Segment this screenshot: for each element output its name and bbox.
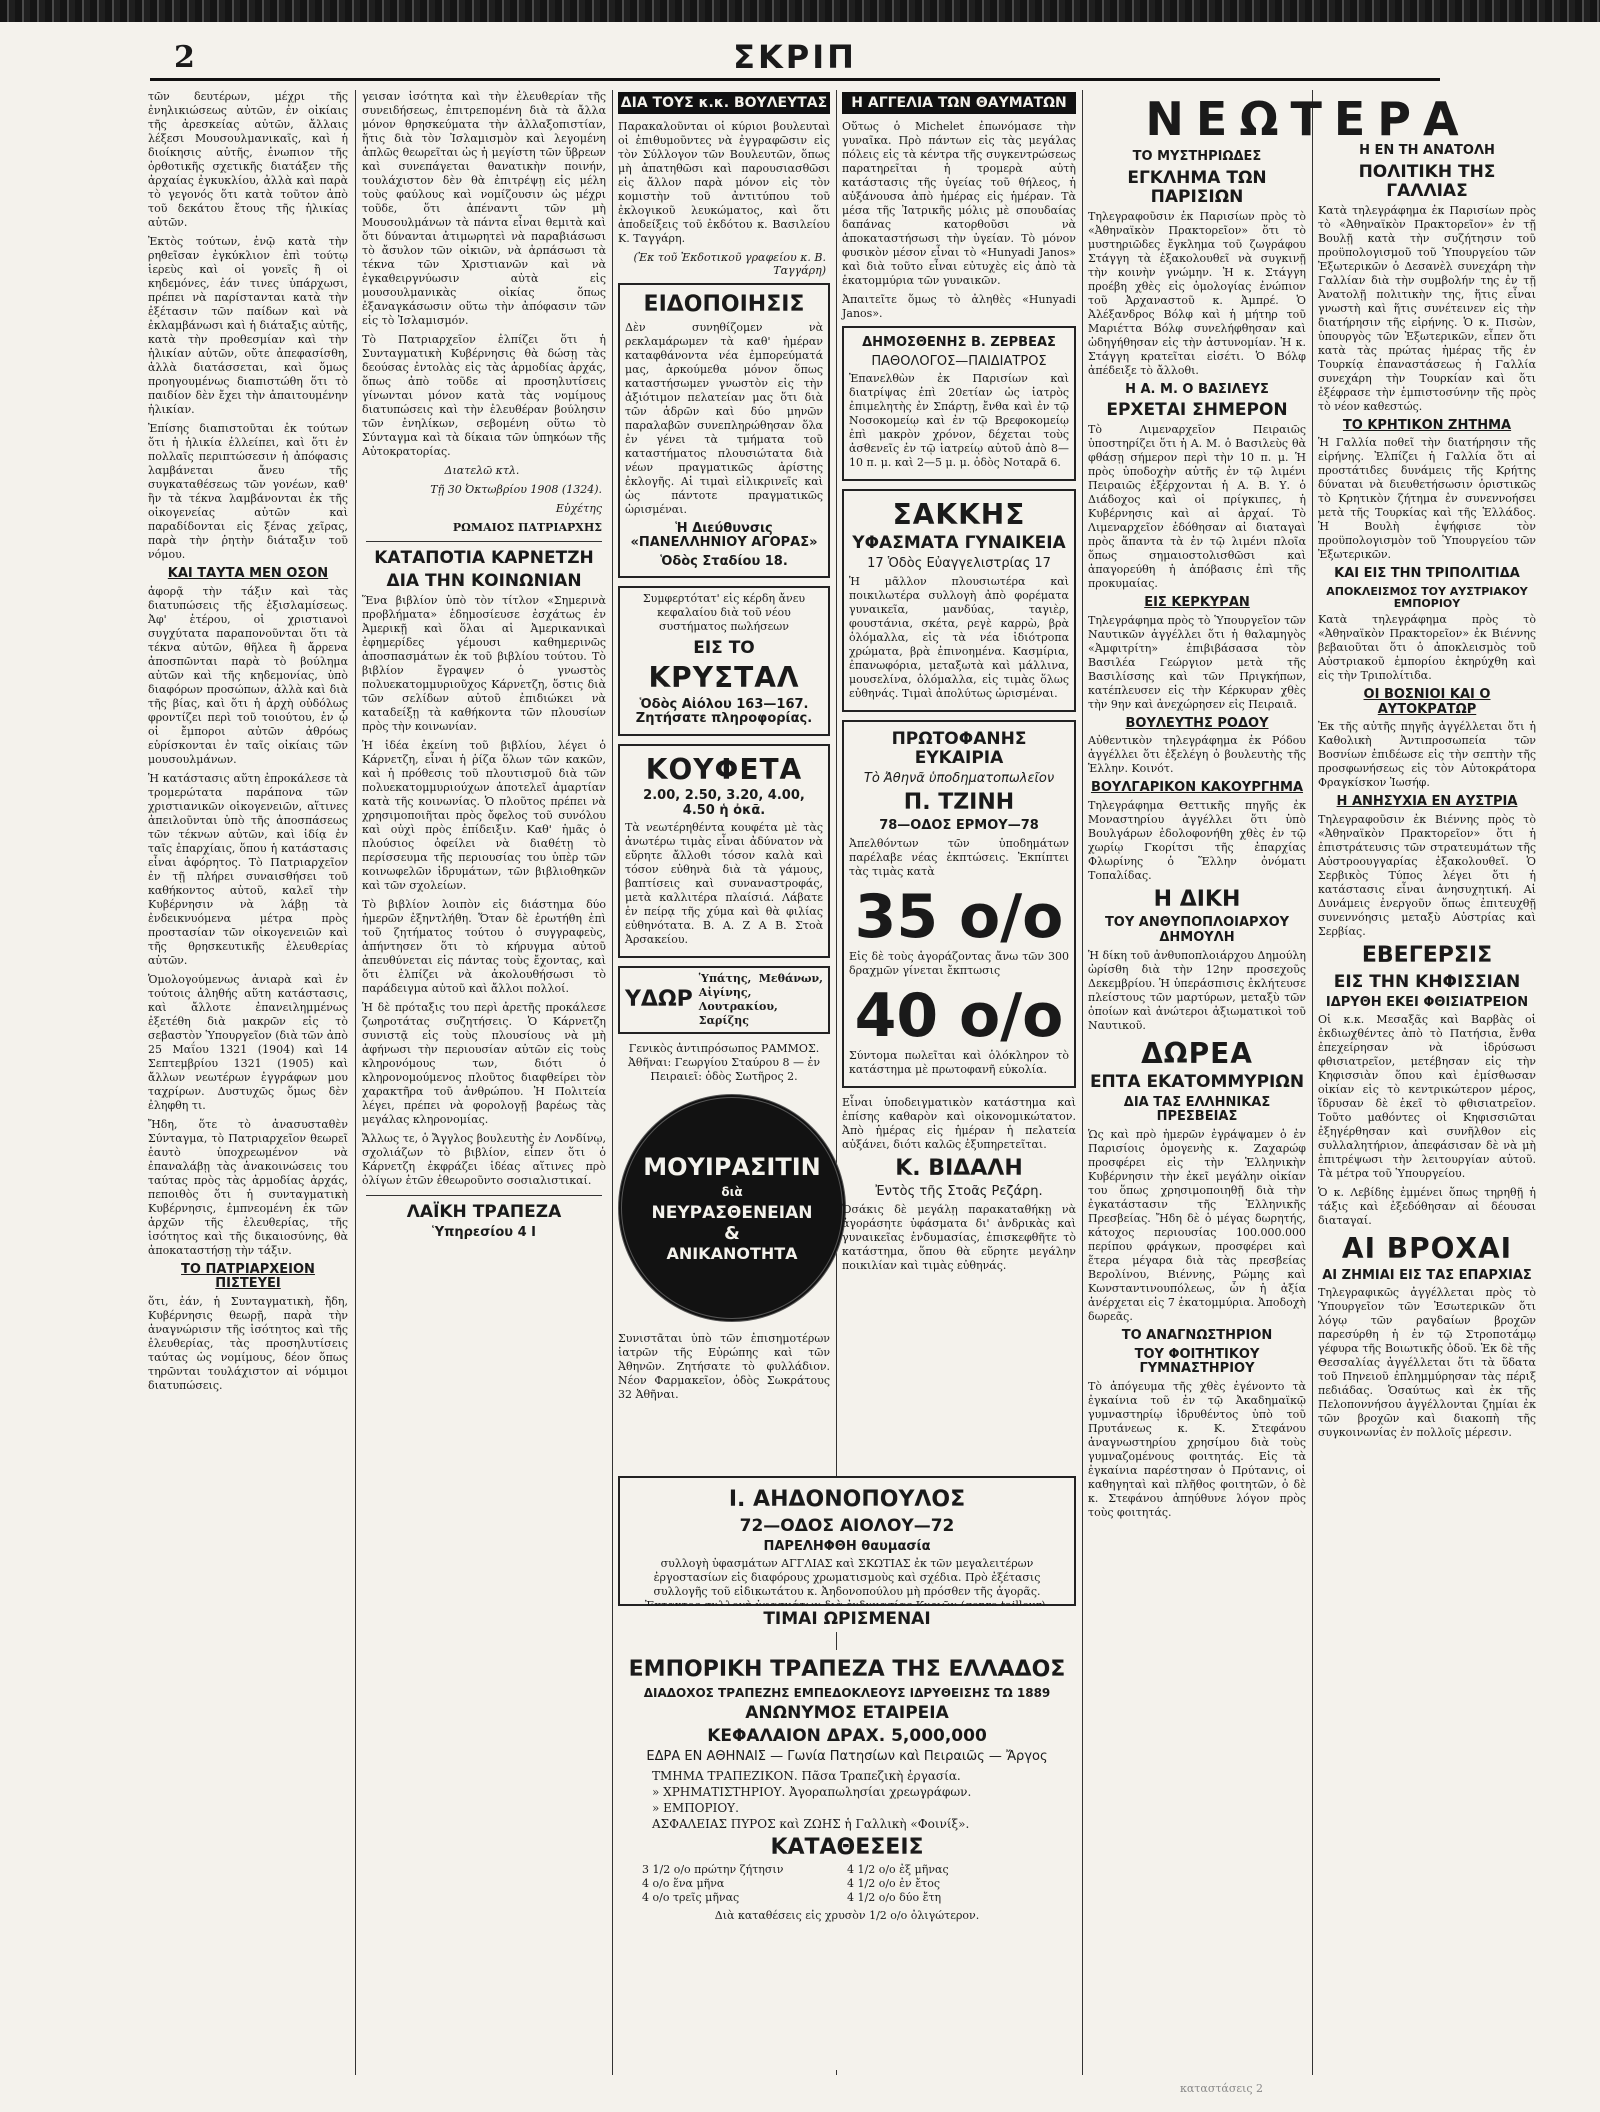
article-headline: ΚΑΤΑΠΟΤΙΑ ΚΑΡΝΕΤΖΗ: [374, 548, 594, 568]
ad-address: Ἐντὸς τῆς Στοᾶς Ρεζάρη.: [875, 1184, 1043, 1200]
article-headline: Η Α. Μ. Ο ΒΑΣΙΛΕΥΣ: [1125, 381, 1269, 397]
notice-text: Ἀπαιτεῖτε ὅμως τὸ ἀληθὲς «Hunyadi Janos».: [842, 293, 1076, 320]
bank-departments: [622, 1768, 1072, 1832]
ad-box: [618, 586, 830, 735]
section-heading: ΚΑΙ ΤΑΥΤΑ ΜΕΝ ΟΣΟΝ: [167, 566, 329, 581]
deposit-rates: [622, 1863, 1072, 1905]
article-text: Ὡς καὶ πρὸ ἡμερῶν ἐγράψαμεν ὁ ἐν Παρισίοις ὁμογενὴς κ. Ζαχαρώφ προσφέρει εἰς τὴν Ἑλληνικὴν Κυβέρνησιν τὴν ἐκεῖ μεγάλην οἰκίαν του ὅπως χρησιμοποιηθῇ διὰ τὴν ἐγκατάστασιν τῆς Ἑλληνικῆς Πρεσβείας. Ἤδη δὲ ὁ μέγας δωρητής, κάτοχος περιουσίας 100.000.000 περίπου φράγκων, προσφέρει καὶ ἕτερα μέγαρα διὰ τὰς πρεσβείας Βερολίνου, Βιέννης, Ρώμης καὶ Κωνσταντινουπόλεως, ὧν ἡ ἀξία ἀνέρχεται εἰς 7 ἑκατομμύρια. Ἀποδοχὴ δωρεᾶς.: [1088, 1128, 1306, 1324]
article-text: Κατὰ τηλεγράφημα ἐκ Παρισίων πρὸς τὸ «Ἀθηναϊκὸν Πρακτορεῖον» ἐν τῇ Βουλῇ κατὰ τὴν συζήτησιν τοῦ προϋπολογισμοῦ τοῦ Ὑπουργείου τῶν Ἐξωτερικῶν ὁ Δεσανὲλ συνεχάρη τὴν Γαλλίαν διὰ τὴν συμβολήν της ἐν τῇ Ἀνατολῇ πολιτικὴν της, ἥτις εἶναι γνωστὴ καὶ ἥτις συνέτεινεν εἰς τὴν διατήρησιν τῆς εἰρήνης. Ὁ κ. Πισὼν, ὑπουργὸς τῶν Ἐξωτερικῶν, εἶπεν ὅτι κατὰ τὰς πρώτας ἡμέρας τῆς ἐν Τουρκίᾳ ἐπαναστάσεως ἡ Γαλλία συνεχάρη τὴν Τουρκίαν καὶ ὅτι ἐξέφρασε τὴν ἐμπιστοσύνην τῆς πρὸς τὸ νέον καθεστώς.: [1318, 203, 1536, 413]
divider: [366, 1195, 602, 1196]
article-text: Ἡ δίκη τοῦ ἀνθυποπλοιάρχου Δημούλη ὡρίσθη διὰ τὴν 12ην προσεχοῦς Δεκεμβρίου. Ἡ ὑπεράσπισις ἐκλήτευσε πλείστους τῶν μαρτύρων, μεταξὺ τῶν ὁποίων καὶ ἀνώτεροι ἀξιωματικοὶ τοῦ Ναυτικοῦ.: [1088, 948, 1306, 1032]
notice-signature: (Ἐκ τοῦ Ἐκδοτικοῦ γραφείου κ. Β. Ταγγάρη): [633, 251, 826, 277]
article-text: ἀφορᾷ τὴν τάξιν καὶ τὰς διατυπώσεις τῆς ἐξισλαμίσεως. Ἀφ' ἑτέρου, οἱ χριστιανοὶ συγχύτατα παραπονοῦνται ὅτι τὰ τέκνα αὐτῶν, θῆλεα ἢ ἄρρενα ἀποσπῶνται παρὰ τὸ βούλημα αὐτῶν καὶ τῆς κηδεμονίας, ὑπὸ διαφόρων προσώπων, ἀλλὰ καὶ διὰ τῆς βίας, καὶ ὅτι ἡ ἀρχὴ οὐδόλως φροντίζει περὶ τοῦ τοιούτου, ἐν ᾧ οἱ ἔμποροι αὐτῶν ἀθρόως εὑρίσκονται ἐν ταῖς οἰκίαις τῶν μουσουλμάνων.: [148, 584, 348, 766]
bank-ad-subheading: Ὑπηρεσίου 4 Ι: [431, 1225, 536, 1241]
article-subheadline: ΔΙΑ ΤΗΝ ΚΟΙΝΩΝΙΑΝ: [386, 571, 582, 592]
ad-prices-note: ΤΙΜΑΙ ΩΡΙΣΜΕΝΑΙ: [763, 1609, 931, 1629]
ad-subheading: ΥΦΑΣΜΑΤΑ ΓΥΝΑΙΚΕΙΑ: [852, 533, 1066, 554]
article-headline: ΙΔΡΥΘΗ ΕΚΕΙ ΦΘΙΣΙΑΤΡΕΙΟΝ: [1325, 994, 1529, 1010]
ad-heading: ΠΡΩΤΟΦΑΝΗΣ ΕΥΚΑΙΡΙΑ: [891, 729, 1027, 769]
ad-text: Τὰ νεωτέρηθέντα κουφέτα μὲ τὰς ἀνωτέρω τιμὰς εἶναι ἀδύνατον νὰ εὕρητε ἄλλοθι τόσον καλὰ καὶ τόσον εὐθηνὰ διὰ τὰ γάμους, βαπτίσεις καὶ συναναστροφάς, μετὰ καλλιτέρα πλαίσιά. Λάβατε ἐν πείρᾳ τῆς χύμα καὶ θὰ φιλίας εὐθηνότατα. Β. Α. Ζ Α Β. Στοὰ Ἀρσακείου.: [625, 821, 823, 947]
bank-seat: ΕΔΡΑ ΕΝ ΑΘΗΝΑΙΣ — Γωνία Πατησίων καὶ Πειραιῶς — Ἄργος: [646, 1749, 1048, 1765]
article-text: Τηλεγράφημα πρὸς τὸ Ὑπουργεῖον τῶν Ναυτικῶν ἀγγέλλει ὅτι ἡ θαλαμηγὸς «Ἀμφιτρίτη» ἐπιβιβάσασα τὸν Βασιλέα Γεώργιον μετὰ τῆς Βασιλίσσης καὶ τῶν Πριγκήπων, κατέπλευσεν εἰς τὴν Κέρκυραν χθὲς τὴν 9ην καὶ ἀνεχώρησεν εἰς Πειραιᾶ.: [1088, 613, 1306, 711]
article-headline: ΑΠΟΚΛΕΙΣΜΟΣ ΤΟΥ ΑΥΣΤΡΙΑΚΟΥ ΕΜΠΟΡΙΟΥ: [1326, 584, 1528, 611]
article-text: Τὸ βιβλίον λοιπὸν εἰς διάστημα δύο ἡμερῶν ἐξηντλήθη. Ὅταν δὲ ἐρωτήθη ἐπὶ τοῦ ζητήματος τούτου ὁ συγγραφεὺς, ἀπήντησεν ὅτι τὸ κήρυγμα αὐτοῦ ἀπευθύνεται εἰς πάντας τοὺς ἔχοντας, καὶ ὅτι ἐλπίζει νὰ ἀκολουθήσωσι τὸ παράδειγμα αὐτοῦ καὶ ἄλλοι πολλοί.: [362, 898, 606, 996]
article-text: τῶν δευτέρων, μέχρι τῆς ἐνηλικιώσεως αὐτῶν, ἐν οἰκίαις τῆς ἀρεσκείας αὐτῶν, ἄλλαις λέξεσι Μουσουλμανικαῖς, καὶ ἡ διοίκησις αὐτῆς, ἐνωπιον τῆς ὀρθοτικῆς σχετικῆς διατάξεν τῆς ἀρχαίας ἐγκυκλίου, ἀλλὰ καὶ παρὰ τὸ γεγονός ὅτι κατὰ τοῦτον ἀπὸ τοῦ δεκάτου ἔτους τῆς ἡλικίας αὐτῶν.: [148, 90, 348, 229]
ad-text: Ἡ μᾶλλον πλουσιωτέρα καὶ ποικιλωτέρα συλλογὴ ἀπὸ φορέματα γυναικεῖα, μανδύας, ταγιὲρ, φουστάνια, σκέτα, ρεγὲ καρρὼ, βρὰ ὁλόμαλλα, εἰς τὰ νέα ἰδιότροπα χρώματα, βρὰ ἐπινοημένα. Κασμίρια, ἐπανωφόρια, μεταξωτὰ καὶ μάλλινα, μουσελίνα, ὁλόμαλλα, εἰς τιμὰς ὅλως εὐθηνάς. Τιμαὶ ἀπολύτως ὡρισμέναι.: [849, 575, 1069, 701]
firm-name: Ἡ Διεύθυνσις «ΠΑΝΕΛΛΗΝΙΟΥ ΑΓΟΡΑΣ»: [630, 520, 818, 551]
ad-eyebrow: ΕΙΣ ΤΟ: [693, 638, 755, 659]
ad-text: Συνιστᾶται ὑπὸ τῶν ἐπισημοτέρων ἰατρῶν τῆς Εὐρώπης καὶ τῶν Ἀθηνῶν. Ζητήσατε τὸ φυλλάδιον. Νέον Φαρμακεῖον, ὁδὸς Σωκράτους 32 Ἀθῆναι.: [618, 1332, 830, 1402]
deposit-rate: 4 ο/ο ἕνα μῆνα: [642, 1877, 725, 1891]
article-text: Ἐπίσης διαπιστοῦται ἐκ τούτων ὅτι ἡ ἡλικία ἐλλείπει, καὶ ὅτι ἐν πολλαῖς περιπτώσεσιν ἡ ἀπόφασις λαμβάνεται ἄνευ τῆς συγκαταθέσεως τῶν γονέων, καθ' ἣν τὰ τέκνα λαμβάνονται ἐκ τῆς οἰκογενείας αὐτῶν καὶ παραδίδονται εἰς ξένας χεῖρας, παρὰ τὴν ῥητὴν διάταξιν τοῦ νόμου.: [148, 422, 348, 561]
column-6: [1318, 140, 1536, 2075]
letter-date: Τῇ 30 Ὀκτωβρίου 1908 (1324).: [430, 483, 602, 496]
article-headline: ΤΟΥ ΑΝΘΥΠΟΠΛΟΙΑΡΧΟΥ ΔΗΜΟΥΛΗ: [1104, 915, 1290, 945]
ad-prices: 2.00, 2.50, 3.20, 4.00, 4.50 ἡ ὀκᾶ.: [643, 788, 805, 818]
bank-predecessor: ΔΙΑΔΟΧΟΣ ΤΡΑΠΕΖΗΣ ΕΜΠΕΔΟΚΛΕΟΥΣ ΙΔΡΥΘΕΙΣΗΣ ΤΩ 1889: [643, 1685, 1051, 1700]
letter-closing: Διατελῶ κτλ.: [444, 464, 520, 477]
bank-type: ΑΝΩΝΥΜΟΣ ΕΤΑΙΡΕΙΑ: [745, 1703, 949, 1724]
ad-shop: Τὸ Ἀθηνᾶ ὑποδηματοπωλεῖον: [863, 771, 1055, 787]
deposits-heading: ΚΑΤΑΘΕΣΕΙΣ: [770, 1834, 924, 1860]
notice-heading: ΔΙΑ ΤΟΥΣ κ.κ. ΒΟΥΛΕΥΤΑΣ: [618, 92, 830, 114]
ad-address: Ὁδὸς Αἰόλου 163—167. Ζητήσατε πληροφορίας.: [635, 696, 813, 727]
article-text: Ἐκτὸς τούτων, ἐνῷ κατὰ τὴν ρηθεῖσαν ἐγκύκλιον ἐπὶ τούτῳ ἱερεὺς καὶ οἱ γονεῖς ἢ οἱ κηδεμόνες, ἐάν τινες ὑπάρχωσι, πρέπει νὰ παρίστανται κατὰ τὴν ἐξέτασιν τῶν παίδων καὶ νὰ ἐκλαμβάνωσι καὶ ἡ διάταξις αὐτῆς, κατὰ τὴν προθεσμίαν καὶ τὴν ἡλικίαν αὐτῶν, οὔτε ἀπεφασίσθη, ἀλλὰ διατάσσεται, καὶ ὅμως προηγουμένως διαπιστώθη ὅτι τὸ παιδίον δὲν ἔχει τὴν ἀπαιτουμένην ἡλικίαν.: [148, 235, 348, 416]
discount-percentage: 35 ο/ο: [854, 881, 1064, 952]
deposit-rate: 4 1/2 ο/ο ἐξ μῆνας: [847, 1863, 949, 1877]
section-title: ΝΕΩΤΕΡΑ: [1145, 92, 1471, 146]
doctor-name: ΔΗΜΟΣΘΕΝΗΣ Β. ΖΕΡΒΕΑΣ: [862, 335, 1056, 350]
article-headline: ΕΙΣ ΚΕΡΚΥΡΑΝ: [1144, 595, 1250, 611]
ad-heading: ΠΑΡΕΛΗΦΘΗ θαυμασία: [763, 1538, 931, 1554]
article-headline: ΕΓΚΛΗΜΑ ΤΩΝ ΠΑΡΙΣΙΩΝ: [1127, 167, 1267, 207]
article-text: Τὸ ἀπόγευμα τῆς χθὲς ἐγένοντο τὰ ἐγκαίνια τοῦ ἐν τῷ Ἀκαδημαϊκῷ γυμναστηρίῳ ἱδρυθέντος ὑπὸ τοῦ Πρυτάνεως κ. Κ. Στεφάνου ἀναγνωστηρίου χρησίμου διὰ τοὺς γυμναζομένους φοιτητάς. Εἰς τὰ ἐγκαίνια παρέστησαν ὁ Πρύτανις, οἱ καθηγηταὶ καὶ πλῆθος φοιτητῶν, ὁ δὲ κ. Στεφάνου ἀπηύθυνε λόγον πρὸς τοὺς φοιτητάς.: [1088, 1379, 1306, 1519]
ad-box-aidonopoulos: [618, 1476, 1076, 1606]
article-headline: ΚΑΙ ΕΙΣ ΤΗΝ ΤΡΙΠΟΛΙΤΙΔΑ: [1334, 566, 1520, 582]
article-headline: ΒΟΥΛΓΑΡΙΚΟΝ ΚΑΚΟΥΡΓΗΜΑ: [1090, 780, 1304, 796]
column-rule: [1082, 90, 1083, 2075]
bank-ad-heading: ΛΑΪΚΗ ΤΡΑΠΕΖΑ: [406, 1202, 562, 1223]
ad-box: [618, 744, 830, 958]
medallion-line: ΑΝΙΚΑΝΟΤΗΤΑ: [666, 1244, 798, 1264]
bank-department: » ΧΡΗΜΑΤΙΣΤΗΡΙΟΥ. Ἀγοραπωλησίαι χρεωγράφων.: [652, 1784, 972, 1799]
article-text: ὅτι, ἐάν, ἡ Συνταγματικὴ, ἤδη, Κυβέρνησις θεωρῇ, παρὰ τὴν ἀναγνώρισιν τῆς ἰσότητος καὶ τῆς ἐλευθερίας, τὰς προσηλυτίσεις ταύτας ὡς νομίμους, δέον ὅπως τηρῶνται τουλάχιστον αἱ νόμιμοι διατυπώσεις.: [148, 1294, 348, 1392]
article-headline: Η ΕΝ ΤΗ ΑΝΑΤΟΛΗ: [1359, 143, 1495, 158]
medicine-medallion: [618, 1094, 846, 1322]
article-text: Οἱ κ.κ. Μεσαξᾶς καὶ Βαρβὰς οἱ ἐκδιωχθέντες ἀπὸ τὸ Πατήσια, ἔνθα ἐπεχείρησαν νὰ ἱδρύσωσι φθισιατρεῖον, μετέβησαν εἰς τὴν Κηφισσιὰν ὅπου καὶ ἐμίσθωσαν οἰκίαν εἰς τὸ κεντρικώτερον μέρος, ἵδρυσαν δὲ ἐκεῖ τὸ φθισιατρεῖον. Τοῦτο μαθόντες οἱ Κηφισσιῶται ἐξηγέρθησαν καὶ συνῆλθον εἰς συλλαλητήριον, ἀπεφάσισαν δὲ νὰ μὴ ἐπιτρέψωσι τὴν λειτουργίαν αὐτοῦ. Τὰ μέτρα τοῦ Ὑπουργείου.: [1318, 1013, 1536, 1181]
article-text: Ἄλλως τε, ὁ Ἄγγλος βουλευτὴς ἐν Λονδίνῳ, σχολιάζων τὸ βιβλίον, εἶπεν ὅτι ὁ Κάρνετζη ἐκφράζει ἰδέας αἵτινες πρὸ ὀλίγων ἐτῶν ἐθεωροῦντο σοσιαλιστικαί.: [362, 1132, 606, 1188]
bank-capital: ΚΕΦΑΛΑΙΟΝ ΔΡΑΧ. 5,000,000: [707, 1726, 987, 1747]
article-text: Ἡ Γαλλία ποθεῖ τὴν διατήρησιν τῆς εἰρήνης. Ἐλπίζει ἡ Γαλλία ὅτι αἱ προστάτιδες δυνάμεις τῆς Κρήτης δύναται νὰ διευθετήσωσιν ὁριστικῶς τὸ Κρητικὸν ζήτημα ἐν συνεννοήσει μετὰ τῆς Τουρκίας καὶ τῆς Ἑλλάδος. Ἡ Βουλὴ ἐψήφισε τὸν προϋπολογισμὸν τοῦ Ὑπουργείου τῶν Ἐξωτερικῶν.: [1318, 436, 1536, 562]
ad-store-name: ΣΑΚΚΗΣ: [892, 498, 1026, 532]
bank-department: » ΕΜΠΟΡΙΟΥ.: [652, 1800, 739, 1815]
article-text: Ὁμολογούμενως ἀνιαρὰ καὶ ἐν τούτοις ἀληθής αὕτη κατάστασις, καὶ ἄλλοτε ἐπανειλημμένως ἐξετέθη διὰ μακρῶν εἰς τὸ σεβαστὸν Ὑπουργεῖον (διὰ τῶν ἀπὸ 25 Μαΐου 1321 (1904) καὶ 14 Σεπτεμβρίου 1321 (1905) καὶ ἄλλων νεωτέρων ἐγγράφων μου ταχρίρων. Δυστυχῶς ὅμως δὲν ἐληφθη τι.: [148, 972, 348, 1112]
ad-text: Εἶναι ὑποδειγματικὸν κατάστημα καὶ ἐπίσης καθαρὸν καὶ οἰκονομικώτατον. Ἀπὸ ἡμέρας εἰς ἡμέραν ἡ πελατεία αὐξάνει, διότι καλῶς ἐξυπηρετεῖται.: [842, 1095, 1076, 1151]
article-text: Τὸ Λιμεναρχεῖον Πειραιῶς ὑποστηρίζει ὅτι ἡ Α. Μ. ὁ Βασιλεὺς θὰ φθάσῃ σήμερον περὶ τὴν 10 π. μ. Ἡ πρὸς ὑποδοχὴν αὐτῆς ἐν τῷ λιμένι Πειραιῶς ἐξέρχονται ἡ Α. Β. Υ. ὁ Διάδοχος καὶ οἱ πρίγκιπες, ἡ Κυβέρνησις καὶ αἱ ἀρχαί. Τὸ Λιμεναρχεῖον ἐδόθησαν αἱ διαταγαὶ πρὸς ἅπαντα τὰ ἐν τῷ λιμένι πλοῖα ὅπως σημαιοστολισθῶσι καὶ ἀπαγορεύθη ἡ ἀπόβασις ἐπὶ τῆς προκυμαίας.: [1088, 423, 1306, 591]
notice-text: Παρακαλοῦνται οἱ κύριοι βουλευταὶ οἱ ἐπιθυμοῦντες νὰ ἐγγραφῶσιν εἰς τὸν Σύλλογον τῶν Βουλευτῶν, ὅπως μὴ ἀπατηθῶσι καὶ παρουσιασθῶσι εἰς ἄλλον παρὰ μόνον εἰς τὸν κομιστὴν τοῦ ἀντιτύπου τοῦ ἐκλογικοῦ λευκώματος, καὶ ὅτι ἀποδείξεις τοῦ ἐκδότου κ. Βασιλείου Κ. Ταγγάρη.: [618, 120, 830, 245]
column-2: [362, 90, 606, 2075]
ad-store-name: ΚΡΥΣΤΑΛ: [648, 661, 800, 695]
masthead: ΣΚΡΙΠ: [733, 38, 857, 76]
article-headline: Η ΔΙΚΗ: [1153, 886, 1241, 912]
ad-text: Εἰς δὲ τοὺς ἀγοράζοντας ἄνω τῶν 300 δραχμῶν γίνεται ἔκπτωσις: [849, 949, 1069, 977]
article-text: Τηλεγράφημα Θεττικῆς πηγῆς ἐκ Μοναστηρίου ἀγγέλλει ὅτι ὑπὸ Βουλγάρων ἐδολοφονήθη χθὲς ἐν τῷ χωρίῳ Γκορίτσι τῆς ἐπαρχίας Φλωρίνης ὁ Ἕλλην ὀνόματι Τοπαλίδας.: [1088, 798, 1306, 882]
deposit-rate: 3 1/2 ο/ο πρώτην ζήτησιν: [642, 1863, 784, 1877]
ad-box: [842, 489, 1076, 712]
article-headline: ΔΩΡΕΑ: [1141, 1036, 1253, 1070]
article-headline: ΕΒΕΓΕΡΣΙΣ: [1361, 942, 1493, 968]
article-headline: ΑΙ ΒΡΟΧΑΙ: [1341, 1232, 1513, 1266]
article-text: Κατὰ τηλεγράφημα πρὸς τὸ «Ἀθηναϊκὸν Πρακτορεῖον» ἐκ Βιέννης βεβαιοῦται ὅτι ὁ ἀποκλεισμὸς τοῦ Αὐστριακοῦ ἐμπορίου ἐκηρύχθη καὶ εἰς τὴν Τριπολίτιδα.: [1318, 613, 1536, 683]
ad-text: Σύντομα πωλεῖται καὶ ὁλόκληρον τὸ κατάστημα μὲ πρωτοφανῆ εὐκολία.: [849, 1048, 1069, 1076]
article-headline: ΕΠΤΑ ΕΚΑΤΟΜΜΥΡΙΩΝ: [1089, 1071, 1305, 1092]
ad-box-bank: [618, 1650, 1076, 2070]
article-text: Τηλεγραφοῦσιν ἐκ Βιέννης πρὸς τὸ «Ἀθηναϊκὸν Πρακτορεῖον» ὅτι ἡ ἐπιστράτευσις τῶν στρατευμάτων τῆς Αὐστροουγγαρίας ἐξακολουθεῖ. Ὁ Σερβικὸς Τύπος λέγει ὅτι ἡ κατάστασις εἶναι ἀνησυχητική. Αἱ Δυνάμεις ἐνεργοῦν ὅπως ἐπιτευχθῇ συνεννόησις μεταξὺ Αὐστρίας καὶ Σερβίας.: [1318, 812, 1536, 938]
article-headline: ΕΙΣ ΤΗΝ ΚΗΦΙΣΣΙΑΝ: [1333, 971, 1521, 992]
medallion-line: διὰ: [721, 1185, 743, 1200]
medallion-line: ΝΕΥΡΑΣΘΕΝΕΙΑΝ: [651, 1203, 813, 1224]
article-text: Τηλεγραφικῶς ἀγγέλλεται πρὸς τὸ Ὑπουργεῖον τῶν Ἐσωτερικῶν ὅτι λόγῳ τῶν ραγδαίων βροχῶν παρεσύρθη ἡ ἐν τῷ Στροποτάμῳ γέφυρα τῆς Βοιωτικῆς ὁδοῦ. Ἐκ δὲ τῆς Θεσσαλίας ἀγγέλλεται ὅτι τὰ ὕδατα τοῦ Πηνειοῦ ἐπλημμύρησαν τὰς πέριξ πεδιάδας. Ὁσαύτως καὶ ἐκ τῆς Πελοποννήσου ἀγγέλλονται ζημίαι ἐκ τῶν βροχῶν καὶ διακοπὴ τῆς συγκοινωνίας ἐν πολλοῖς μέρεσιν.: [1318, 1286, 1536, 1440]
notice-heading: Η ΑΓΓΕΛΙΑ ΤΩΝ ΘΑΥΜΑΤΩΝ: [842, 92, 1076, 114]
ad-store-name: Κ. ΒΙΔΑΛΗ: [895, 1155, 1023, 1181]
ad-box: [842, 326, 1076, 481]
article-text: Ἐκ τῆς αὐτῆς πηγῆς ἀγγέλλεται ὅτι ἡ Καθολικὴ Ἀντιπροσωπεία τῶν Βοσνίων ἐπιδέωσε εἰς τὴν σεπτὴν τῆς προσφωνήσεως εἰς τὸν Αὐτοκράτορα Φραγκίσκον Ἰωσήφ.: [1318, 720, 1536, 790]
column-rule: [355, 90, 356, 2075]
article-headline: ΔΙΑ ΤΑΣ ΕΛΛΗΝΙΚΑΣ ΠΡΕΣΒΕΙΑΣ: [1123, 1094, 1271, 1125]
section-heading: ΤΟ ΠΑΤΡΙΑΡΧΕΙΟΝ ΠΙΣΤΕΥΕΙ: [181, 1261, 315, 1292]
ad-list: Ὑπάτης, Μεθάνων, Αἰγίνης, Λουτρακίου, Σαρίζης: [698, 972, 823, 1028]
article-headline: ΤΟΥ ΦΟΙΤΗΤΙΚΟΥ ΓΥΜΝΑΣΤΗΡΙΟΥ: [1134, 1346, 1260, 1377]
notice-text: Δὲν συνηθίζομεν νὰ ρεκλαμάρωμεν τὰ καθ' ἡμέραν καταφθάνοντα νέα ἐμπορεύματά μας, ἀρκούμεθα μόνον ὅπως καταστήσωμεν γνωστὸν εἰς τὴν ἀξιότιμον πελατείαν μας ὅτι διὰ τῶν ἁδρῶν καὶ δύο μηνῶν παραλαβῶν συνεπληρώθησαν ὅλα ἐν γένει τὰ τμήματα τοῦ καταστήματος πλουσιώτατα διὰ νέων πραγματικῶς ἀρίστης ἐκλογῆς. Αἱ τιμαὶ εἰλικρινεῖς καὶ ὡς πάντοτε πραγματικῶς ὡρισμέναι.: [625, 320, 823, 516]
page-number: 2: [174, 40, 195, 75]
article-headline: ΒΟΥΛΕΥΤΗΣ ΡΟΔΟΥ: [1125, 715, 1269, 731]
deposit-rate: 4 1/2 ο/ο δύο ἔτη: [847, 1891, 942, 1905]
article-text: Ἡ ἰδέα ἐκείνη τοῦ βιβλίου, λέγει ὁ Κάρνετζη, εἶναι ἡ ῥίζα ὅλων τῶν κακῶν, καὶ ἡ πρόθεσις τοῦ πλουτισμοῦ διὰ τῶν πολυεκατομμυριούχων ἀποτελεῖ ἁμαρτίαν κατὰ τῆς κοινωνίας. Ὁ πλοῦτος πρέπει νὰ χρησιμοποιῆται πρὸς ὄφελος τοῦ συνόλου καὶ οὐχὶ πρὸς ἐπίδειξιν. Καθ' ἡμᾶς ὁ πλούσιος ὀφείλει νὰ διαθέτῃ τὸ περίσσευμα τῆς περιουσίας του ὑπὲρ τῶν κοινωφελῶν ἱδρυμάτων, τῶν βιβλιοθηκῶν καὶ τῶν σχολείων.: [362, 739, 606, 893]
page-header: [150, 38, 1440, 81]
ad-store-name: Π. ΤΖΙΝΗ: [903, 789, 1015, 815]
article-text: Αὐθεντικὸν τηλεγράφημα ἐκ Ρόδου ἀγγέλλει ὅτι ἐξελέγη ὁ βουλευτὴς τῆς Ἑλλην. Κοινότ.: [1088, 734, 1306, 776]
article-headline: ΑΙ ΖΗΜΙΑΙ ΕΙΣ ΤΑΣ ΕΠΑΡΧΙΑΣ: [1322, 1267, 1532, 1283]
bank-name: ΕΜΠΟΡΙΚΗ ΤΡΑΠΕΖΑ ΤΗΣ ΕΛΛΑΔΟΣ: [628, 1657, 1066, 1682]
ad-text: συλλογὴ ὑφασμάτων ΑΓΓΛΙΑΣ καὶ ΣΚΩΤΙΑΣ ἐκ τῶν μεγαλειτέρων ἐργοστασίων εἰς διαφόρους χρωματισμοὺς καὶ σχέδια. Πρὸ ἐξέτασις συλλογῆς τοῦ εἰδικωτάτου κ. Ἀηδονοπούλου μὴ πρόσθεν τῆς ἀγορᾶς.: [653, 1557, 1041, 1599]
bank-department: ΑΣΦΑΛΕΙΑΣ ΠΥΡΟΣ καὶ ΖΩΗΣ ἡ Γαλλικὴ «Φοινίξ».: [652, 1816, 970, 1831]
column-rule: [612, 90, 613, 2075]
letter-signoff: Εὐχέτης: [555, 502, 602, 515]
article-headline: ΕΡΧΕΤΑΙ ΣΗΜΕΡΟΝ: [1106, 400, 1288, 421]
ad-address: 78—ΟΔΟΣ ΕΡΜΟΥ—78: [879, 818, 1039, 834]
column-rule: [1312, 90, 1313, 2075]
ad-address: 17 Ὁδὸς Εὐαγγελιστρίας 17: [867, 556, 1051, 572]
ad-text: Ἐπανελθὼν ἐκ Παρισίων καὶ διατρίψας ἐπὶ 20ετίαν ὡς ἰατρὸς ἐπιμελητὴς ἐν Σπάρτῃ, ἔνθα καὶ ἐν τῷ Νοσοκομείῳ καὶ ἐν τῷ Βρεφοκομείῳ ἐπὶ μακρὸν χρόνον, δέχεται τοὺς ἀσθενεῖς ἐν τῷ ἰατρείῳ αὐτοῦ ἀπὸ 8—10 π. μ. καὶ 2—5 μ. μ. ὁδὸς Νοταρᾶ 6.: [849, 372, 1069, 470]
article-text: Ἡ δὲ πρόταξις του περὶ ἀρετῆς προκάλεσε ζωηροτάτας συζητήσεις. Ὁ Κάρνετζη συνιστᾷ εἰς τοὺς πλουσίους νὰ μὴ ἀφήνωσι τὴν περιουσίαν αὐτῶν εἰς τοὺς κληρονόμους των, διότι ὁ κληρονομούμενος πλοῦτος διαφθείρει τὸν χαρακτῆρα τοῦ ἀνθρώπου. Ἡ Πολιτεία λέγει, πρέπει νὰ φορολογῇ βαρέως τὰς μεγάλας κληρονομίας.: [362, 1001, 606, 1127]
notice-text: Οὕτως ὁ Michelet ἐπωνόμασε τὴν γυναῖκα. Πρὸ πάντων εἰς τὰς μεγάλας πόλεις εἰς τὰ κέντρα τῆς συγκεντρώσεως παρατηρεῖται ἡ τρομερὰ αὐτὴ κατάστασις τῆς ὑγείας τοῦ θήλεος, ἡ αὐξάνουσα ἀπὸ ἡμέρας εἰς ἡμέραν. Τὰ μέσα τῆς Ἰατρικῆς μόλις μὲ σπουδαίας δαπάνας κατορθοῦσι νὰ ἀποκαταστήσωσι τὴν ὑγείαν. Τὸ μόνον φυσικὸν μέσον εἶναι τὸ «Hunyadi Janos» καὶ διὰ τοῦτο εἶναι εὐτυχὲς εἰς ἀπὸ τὰ ἑκατομμύρια τῶν γυναικῶν.: [842, 120, 1076, 287]
scan-edge-band: [0, 0, 1600, 22]
discount-percentage: 40 ο/ο: [854, 980, 1064, 1051]
notice-heading: ΕΙΔΟΠΟΙΗΣΙΣ: [643, 292, 805, 317]
letter-signature: ΡΩΜΑΙΟΣ ΠΑΤΡΙΑΡΧΗΣ: [452, 521, 602, 534]
deposit-rate: 4 ο/ο τρεῖς μῆνας: [642, 1891, 740, 1905]
article-text: Ἤδη, ὅτε τὸ ἀνασυσταθὲν Σύνταγμα, τὸ Πατριαρχεῖον θεωρεῖ ἑαυτὸ ὑποχρεωμένον νὰ ἐπαναλάβῃ τὰς ἀνακοινώσεις του ταύτας πρὸς τὰς ἀρμοδίας ἀρχάς, πεποιθὸς ὅτι ἡ συνταγματικὴ Κυβέρνησις, ἐμπνεομένη ἐκ τῶν ἀρχῶν τῆς ἐλευθερίας, τῆς ἰσότητος καὶ τῆς δικαιοσύνης, θὰ ἀποκαταστήσῃ τὴν τάξιν.: [148, 1117, 348, 1257]
ad-box: [842, 720, 1076, 1088]
notice-box: [618, 283, 830, 578]
article-text: Τὸ Πατριαρχεῖον ἐλπίζει ὅτι ἡ Συνταγματικὴ Κυβέρνησις θὰ δώσῃ τὰς δεούσας ἐντολὰς εἰς τὰς ἀρμοδίας ἀρχάς, ὅπως ἀπὸ τοῦδε αἱ προσηλυτίσεις γίνωνται μόνον κατὰ τὰς νομίμους διατυπώσεις καὶ τὴν ἐλευθέραν βούλησιν τῶν ἐνηλίκων, σεβομένη οὕτω τὸ Σύνταγμα καὶ τὰ δίκαια τῶν ὑπηκόων τῆς Αὐτοκρατορίας.: [362, 333, 606, 458]
column-1: [148, 90, 348, 2075]
ad-address: 72—ΟΔΟΣ ΑΙΟΛΟΥ—72: [739, 1515, 955, 1536]
ad-text: Συμφερτότατ' εἰς κέρδη ἄνευ κεφαλαίου διὰ τοῦ νέου συστήματος πωλήσεων: [642, 592, 806, 634]
ad-product-name: ΚΟΥΦΕΤΑ: [645, 752, 803, 786]
deposit-rate: 4 1/2 ο/ο ἐν ἔτος: [847, 1877, 941, 1891]
doctor-title: ΠΑΘΟΛΟΓΟΣ—ΠΑΙΔΙΑΤΡΟΣ: [871, 353, 1047, 369]
ad-label: ΥΔΩΡ: [625, 986, 693, 1012]
article-headline: ΟΙ ΒΟΣΝΙΟΙ ΚΑΙ Ο ΑΥΤΟΚΡΑΤΩΡ: [1363, 687, 1491, 717]
article-text: Ἕνα βιβλίον ὑπὸ τὸν τίτλον «Σημερινὰ προβλήματα» ἐδημοσίευσε ἐσχάτως ἐν Ἀμερικῇ καὶ ὅλαι αἱ Ἀμερικανικαὶ ἐφημερίδες γέμουσι καθημερινῶς ἀποσπασμάτων ἐκ τοῦ βιβλίου τούτου. Τὸ βιβλίον ἔγραψεν ὁ γνωστὸς πολυεκατομμυριοῦχος Κάρνετζη, ὅστις διὰ τῶν σελίδων αὐτοῦ ἐπιδιώκει νὰ καταδείξῃ τὰ καθήκοντα τῶν πλουσίων πρὸς τὴν κοινωνίαν.: [362, 594, 606, 734]
article-text: γεισαν ἰσότητα καὶ τὴν ἐλευθερίαν τῆς συνειδήσεως, ἐπιτρεπομένη διὰ τὰ ἄλλα μόνον θρησκεύματα τὴν ἀλλαξοπιστίαν, ἥτις διὰ τὸν Ἰσλαμισμὸν καὶ λεγομένη ἁπλῶς θεωρεῖται ὡς ἡ μεγίστη τῶν ὕβρεων καὶ συνεπάγεται θανατικὴν ποινήν, τουλάχιστον δὲν θὰ ἐπιτρέψῃ εἰς μέλη τοὺς φαύλους καὶ νομίζουσιν ὡς μέχρι τοῦδε, ὅτι ἀπέναντι τῶν μὴ Μουσουλμάνων τὰ πάντα εἶναι θεμιτὰ καὶ ὅτι δύνανται ἀτιμωρητεὶ νὰ παραβιάσωσι τὸ ἄσυλον τῶν οἰκιῶν, νὰ ἁρπάσωσι τὰ τέκνα τῶν Χριστιανῶν καὶ νὰ ἐγκαθειργνύωσιν αὐτὰ εἰς μουσουλμανικὰς οἰκίας ὅπως ἐξαναγκάσωσιν οὕτω τὴν ἀπόφασιν τῶν εἰς τὸ Ἰσλαμισμόν.: [362, 90, 606, 327]
article-headline: ΠΟΛΙΤΙΚΗ ΤΗΣ ΓΑΛΛΙΑΣ: [1358, 161, 1496, 201]
firm-address: Ὁδὸς Σταδίου 18.: [660, 553, 788, 569]
article-headline: ΤΟ ΑΝΑΓΝΩΣΤΗΡΙΟΝ: [1121, 1328, 1273, 1344]
deposit-note: Διὰ καταθέσεις εἰς χρυσὸν 1/2 ο/ο ὀλιγώτερον.: [714, 1909, 980, 1923]
article-text: Ὁ κ. Λεβίδης ἐμμένει ὅπως τηρηθῇ ἡ τάξις καὶ ἐξεδόθησαν αἱ δέουσαι διαταγαί.: [1318, 1186, 1536, 1228]
ad-footer: [618, 1606, 1076, 1632]
article-headline: ΤΟ ΜΥΣΤΗΡΙΩΔΕΣ: [1132, 149, 1262, 164]
ad-text: Ὁσάκις δὲ μεγάλῃ παρακαταθήκῃ νὰ ἀγοράσητε ὑφάσματα δι' ἀνδρικὰς καὶ γυναικεῖας ἐνδυμασίας, ἐπισκεφθῆτε τὸ κατάστημα, ὅπου θὰ εὕρητε μεγάλην ποικιλίαν καὶ τιμὰς εὐθηνάς.: [842, 1202, 1076, 1272]
bank-department: ΤΜΗΜΑ ΤΡΑΠΕΖΙΚΟΝ. Πᾶσα Τραπεζικὴ ἐργασία.: [652, 1768, 961, 1783]
article-text: Ἡ κατάστασις αὕτη ἐπροκάλεσε τὰ τρομερώτατα παράπονα τῶν χριστιανικῶν οἰκογενειῶν, αἵτινες ἀπειλοῦνται ὑπὸ τῆς ἀποσπάσεως τῶν τέκνων αὐτῶν, καὶ ἰδίᾳ ἐν ταῖς ἐπαρχίαις, ὅπου ἡ κατάστασις εἶναι ἀφόρητος. Τὸ Πατριαρχεῖον ἐν τῇ πλήρει συναισθήσει τοῦ καθήκοντος αὐτοῦ, καλεῖ τὴν Κυβέρνησιν νὰ λάβῃ τὰ ἐνδεικνυόμενα μέτρα πρὸς προστασίαν τῶν οἰκογενειῶν καὶ τῆς θρησκευτικῆς ἐλευθερίας αὐτῶν.: [148, 771, 348, 967]
medallion-line: ΜΟΥΙΡΑΣΙΤΙΝ: [643, 1153, 821, 1182]
ad-box: [618, 966, 830, 1034]
article-headline: Η ΑΝΗΣΥΧΙΑ ΕΝ ΑΥΣΤΡΙΑ: [1336, 794, 1518, 810]
ad-text: Ἀπελθόντων τῶν ὑποδημάτων παρέλαβε νέας ἐκπτώσεις. Ἐκπίπτει τὰς τιμὰς κατὰ: [849, 836, 1069, 878]
article-headline: ΤΟ ΚΡΗΤΙΚΟΝ ΖΗΤΗΜΑ: [1342, 417, 1512, 433]
article-text: Τηλεγραφοῦσιν ἐκ Παρισίων πρὸς τὸ «Ἀθηναϊκὸν Πρακτορεῖον» ὅτι τὸ μυστηριῶδες ἔγκλημα τοῦ ζωγράφου Στάγγη τὰ ἐξακολουθεῖ νὰ συγκινῇ τὴν κοινὴν γνώμην. Ἡ κ. Στάγγη προέβη χθὲς εἰς ὁμολογίας ἐνώπιον τοῦ Ἀρχαναστοῦ κ. Ἀμπρέ. Ὁ Ἀλέξανδρος Βόλφ καὶ ἡ μήτηρ τοῦ Μαριέττα Βόλφ συνελήφθησαν καὶ ὡδηγήθησαν εἰς τὴν ἀστυνομίαν. Ἡ κ. Στάγγη κρατεῖται εἰσέτι. Ὁ Βόλφ ἀπέδειξε τὸ ἄλλοθι.: [1088, 209, 1306, 377]
marginal-note: καταστάσεις 2: [1180, 2082, 1264, 2095]
medallion-line: &: [724, 1223, 740, 1245]
ad-firm: Γενικὸς ἀντιπρόσωπος ΡΑΜΜΟΣ. Ἀθῆναι: Γεωργίου Σταύρου 8 — ἐν Πειραιεῖ: ὁδὸς Σωτῆρος 2.: [627, 1042, 821, 1084]
divider: [366, 541, 602, 542]
ad-store-name: Ι. ΑΗΔΟΝΟΠΟΥΛΟΣ: [728, 1487, 966, 1512]
